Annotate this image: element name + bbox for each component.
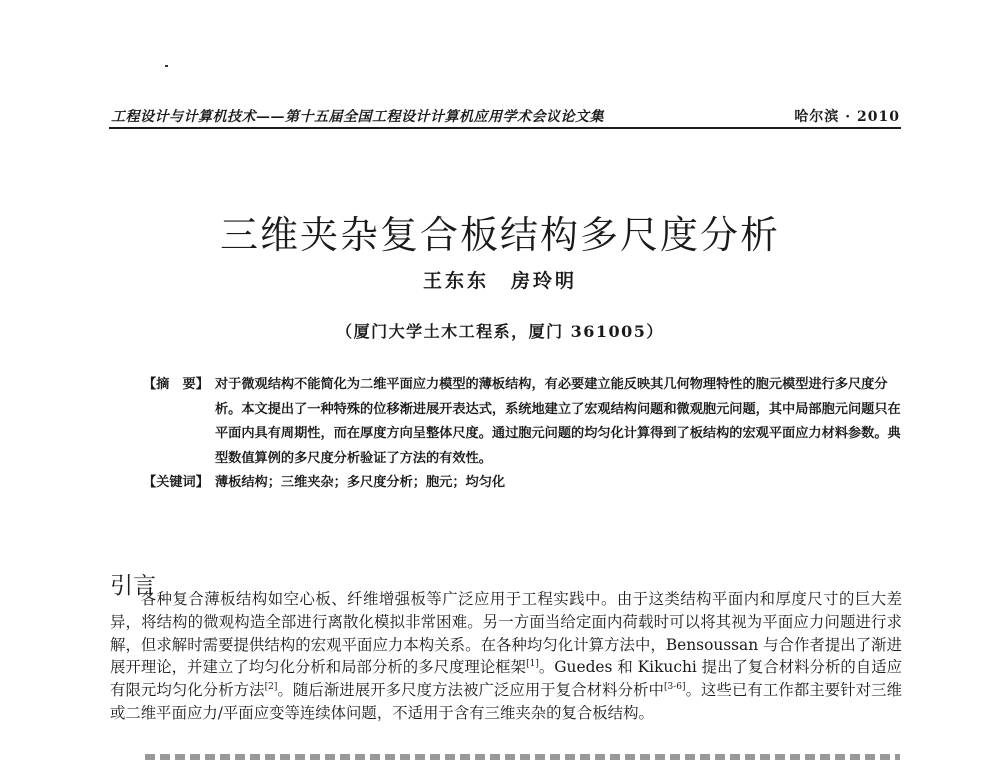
journal-title: 工程设计与计算机技术——第十五届全国工程设计计算机应用学术会议论文集 — [111, 109, 604, 125]
abstract — [143, 373, 903, 471]
abstract-text: 对于微观结构不能简化为二维平面应力模型的薄板结构，有必要建立能反映其几何物理特性的胞元模型进行多尺度分析。本文提出了一种特殊的位移渐进展开表达式，系统地建立了宏观结构问题和微观胞元问题，其中局部胞元问题只在平面内具有周期性，而在厚度方向呈整体尺度。通过胞元问题的均匀化计算得到了板结构的宏观平面应力材料参数。典型数值算例的多尺度分析验证了方法的有效性。 — [215, 377, 901, 466]
keywords-text: 薄板结构；三维夹杂；多尺度分析；胞元；均匀化 — [215, 475, 506, 490]
abstract-block — [143, 373, 903, 496]
keywords — [143, 471, 903, 496]
conference-location-year: 哈尔滨 · 2010 — [794, 109, 900, 125]
citation-ref[interactable]: [3-6] — [664, 682, 686, 693]
paragraph-text: 。随后渐进展开多尺度方法被广泛应用于复合材料分析中 — [277, 681, 664, 700]
scan-speck — [165, 65, 168, 67]
section-heading-introduction: 引言 — [110, 573, 156, 600]
running-header — [111, 104, 900, 126]
affiliation: （厦门大学土木工程系，厦门 361005） — [336, 322, 664, 341]
cut-off-text-line — [145, 754, 900, 760]
introduction-body — [110, 588, 902, 725]
authors: 王东东 房玲明 — [422, 270, 577, 292]
keywords-label: 【关键词】 — [143, 475, 209, 490]
paragraph-text: 各种复合薄板结构如空心板、纤维增强板等广泛应用于工程实践中。由于这类结构平面内和厚度尺寸的巨大差异，将结构的微观构造全部进行离散化模拟非常困难。另一方面当给定面内荷载时可以将其视为平面应力问题进行求解，但求解时需要提供结构的宏观平面应力本构关系。在各种均匀化计算方法中，Bensoussan 与合作者提出了渐进展开理论，并建立了均匀化分析和局部分析的多尺度理论框架 — [110, 590, 902, 677]
citation-ref[interactable]: [2] — [264, 682, 278, 693]
header-rule — [109, 127, 901, 129]
paragraph-text: 。Guedes 和 Kikuchi 提出了复合材料分析的自适应有限元均匀化分析方法 — [110, 658, 902, 700]
paper-title: 三维夹杂复合板结构多尺度分析 — [219, 213, 780, 258]
paragraph-text: 。这些已有工作都主要针对三维或二维平面应力/平面应变等连续体问题，不适用于含有三维夹杂的复合板结构。 — [110, 681, 902, 722]
citation-ref[interactable]: [1] — [526, 659, 539, 670]
abstract-label: 【摘 要】 — [143, 377, 209, 392]
introduction-paragraph — [110, 588, 902, 725]
